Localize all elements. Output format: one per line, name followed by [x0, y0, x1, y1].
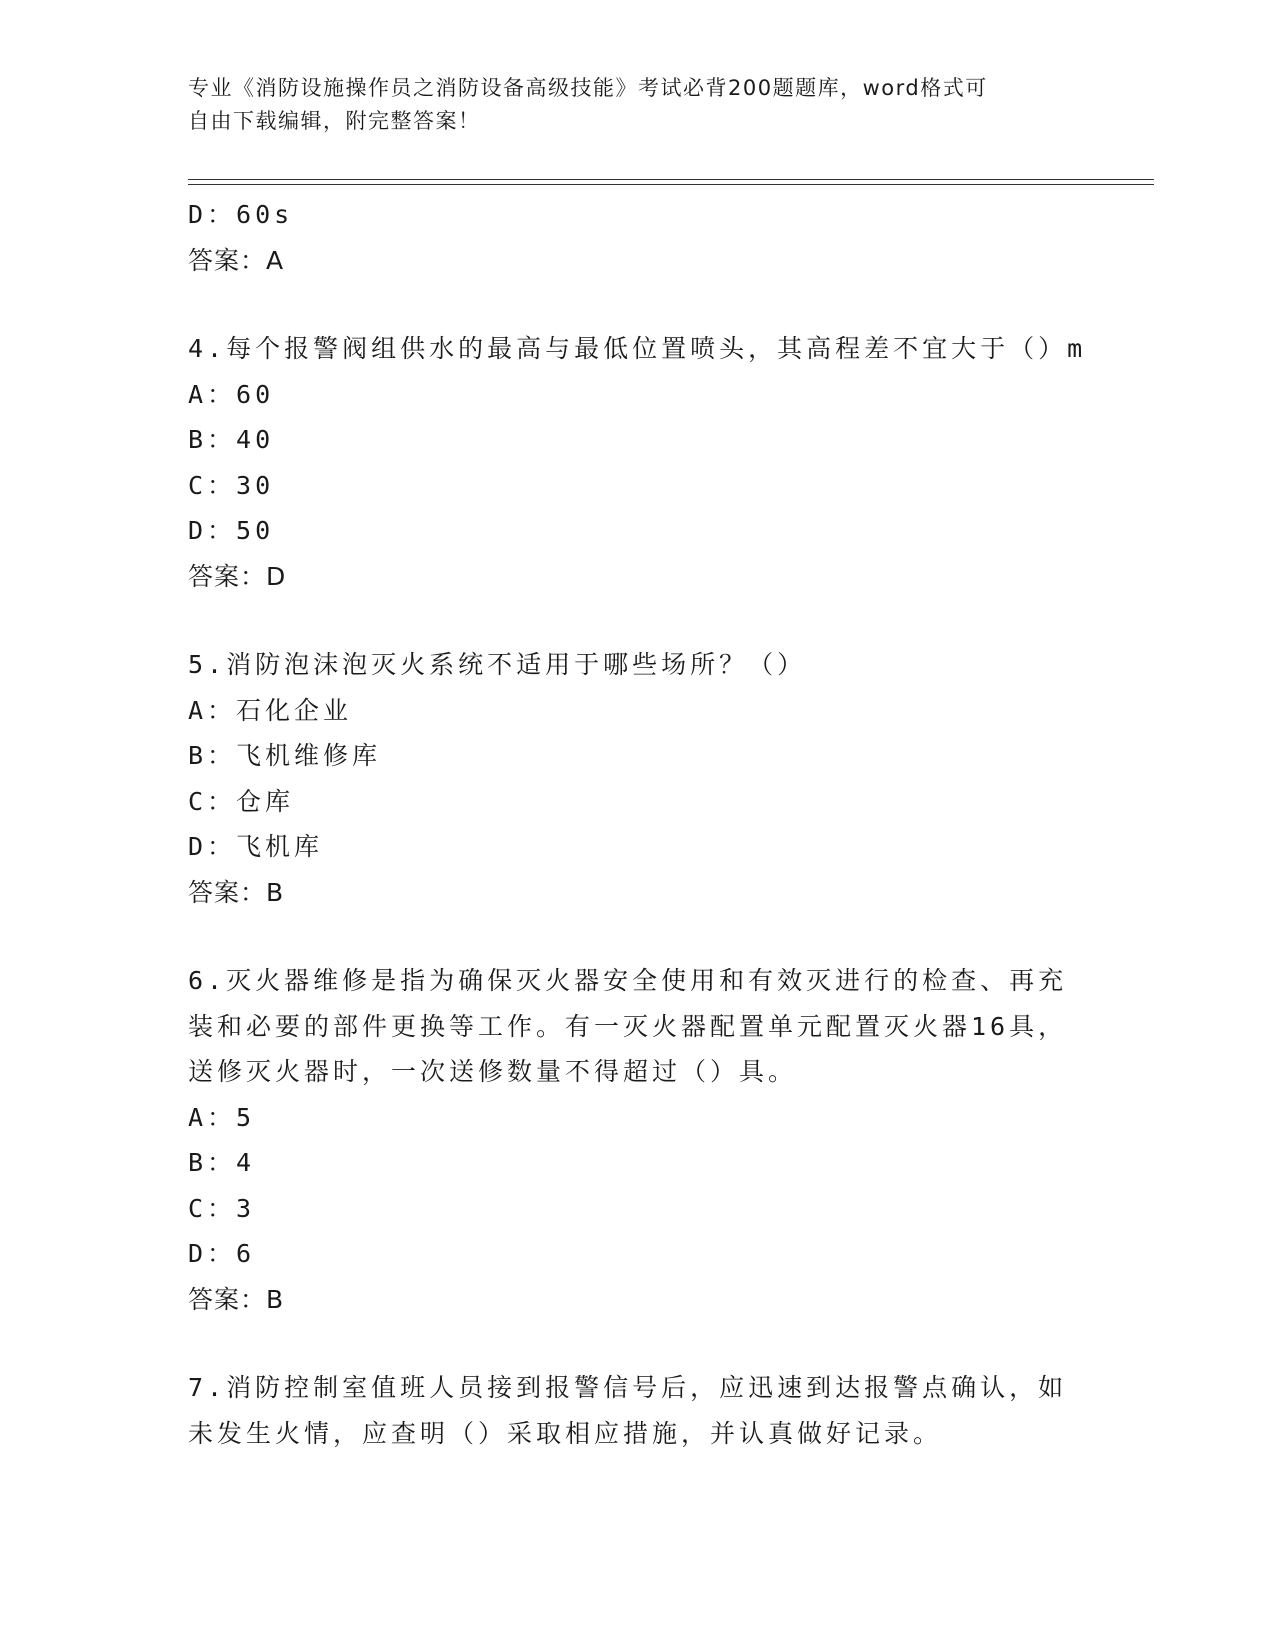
answer: 答案：B	[188, 877, 285, 907]
document-body	[188, 192, 1088, 1456]
answer: 答案：B	[188, 1284, 285, 1314]
header-line-1: 专业《消防设施操作员之消防设备高级技能》考试必背200题题库，word格式可	[188, 76, 988, 100]
question-5	[188, 642, 1088, 915]
header-line-2: 自由下载编辑，附完整答案！	[188, 109, 481, 133]
option-a: A：石化企业	[188, 695, 353, 725]
header-divider	[188, 179, 1154, 185]
option-c: C：仓库	[188, 786, 295, 816]
option-d: D：6	[188, 1239, 256, 1268]
spacer	[188, 283, 1088, 326]
spacer	[188, 599, 1088, 642]
question-text-line: 7.消防控制室值班人员接到报警信号后，应迅速到达报警点确认，如	[188, 1373, 1068, 1402]
option-b: B：40	[188, 425, 275, 454]
question-text-line: 装和必要的部件更换等工作。有一灭火器配置单元配置灭火器16具，	[188, 1011, 1068, 1041]
prev-answer: 答案：A	[188, 245, 285, 275]
question-4	[188, 326, 1088, 599]
question-text-line: 送修灭火器时，一次送修数量不得超过（）具。	[188, 1057, 798, 1086]
option-c: C：3	[188, 1193, 256, 1223]
spacer	[188, 1322, 1088, 1365]
question-7	[188, 1365, 1088, 1456]
option-b: B：4	[188, 1148, 256, 1177]
option-d: D：飞机库	[188, 832, 324, 861]
option-d: D：50	[188, 516, 275, 545]
prev-option-d: D：60s	[188, 200, 294, 229]
answer: 答案：D	[188, 561, 287, 591]
option-c: C：30	[188, 470, 275, 500]
question-text-line: 未发生火情，应查明（）采取相应措施，并认真做好记录。	[188, 1418, 943, 1448]
option-a: A：60	[188, 379, 275, 409]
document-header	[188, 72, 1068, 138]
option-b: B：飞机维修库	[188, 741, 382, 770]
question-text: 4.每个报警阀组供水的最高与最低位置喷头，其高程差不宜大于（）m	[188, 334, 1087, 363]
question-text: 5.消防泡沫泡灭火系统不适用于哪些场所？（）	[188, 650, 807, 679]
spacer	[188, 915, 1088, 958]
option-a: A：5	[188, 1102, 256, 1132]
question-text-line: 6.灭火器维修是指为确保灭火器安全使用和有效灭进行的检查、再充	[188, 966, 1068, 995]
question-text	[188, 958, 1088, 1095]
question-6	[188, 958, 1088, 1322]
question-text	[188, 1365, 1088, 1456]
